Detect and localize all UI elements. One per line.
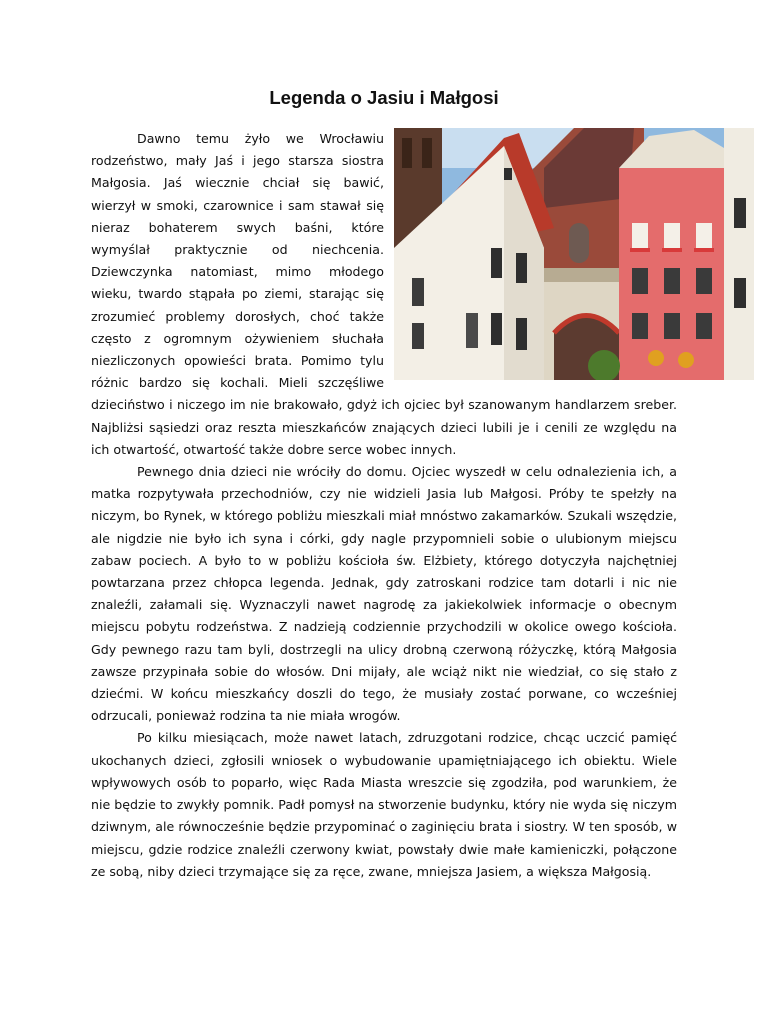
paragraph-1: Dawno temu żyło we Wrocławiu rodzeństwo, mały Jaś i jego starsza siostra Małgosia. Jaś wiecznie chciał się bawić, wierzył w smoki, czarownice i sam stawał się nieraz bohaterem swych baśni, które wymyślał praktycznie od niechcenia. Dziewczynka natomiast, mimo młodego wieku, twardo stąpała po ziemi, starając się zrozumieć problemy dorosłych, choć także często z ogromnym ożywieniem słuchała niezliczonych opowieści brata. Pomimo tylu różnic bardzo się kochali. Mieli szczęśliwe dzieciństwo i niczego im nie brakowało, gdyż ich ojciec był szanowanym handlarzem sreber. Najbliżsi sąsiedzi oraz reszta mieszkańców znających dzieci lubili je i cenili ze względu na ich otwartość, otwartość także dobre serce wobec innych. [91,131,677,457]
photo-of-jas-and-malgosia-houses [394,128,754,380]
paragraph-2: Pewnego dnia dzieci nie wróciły do domu. Ojciec wyszedł w celu odnalezienia ich, a matka rozpytywała przechodniów, czy nie widzieli Jasia lub Małgosi. Próby te spełzły na niczym, bo Rynek, w którego pobliżu mieszkali miał mnóstwo zakamarków. Szukali wszędzie, ale nigdzie nie było ich syna i córki, gdy nagle przypomnieli sobie o ulubionym miejscu zabaw pociech. A było to w pobliżu kościoła św. Elżbiety, którego dotyczyła najchętniej powtarzana przez chłopca legenda. Jednak, gdy zatroskani rodzice tam dotarli i nic nie znaleźli, załamali się. Wyznaczyli nawet nagrodę za jakiekolwiek informacje o obecnym miejscu pobytu rodzeństwa. Z nadzieją codziennie przychodzili w okolice owego kościoła. Gdy pewnego razu tam byli, dostrzegli na ulicy drobną czerwoną różyczkę, którą Małgosia zawsze przypinała sobie do włosów. Dni mijały, ale wciąż nikt nie wiedział, co się stało z dziećmi. W końcu mieszkańcy doszli do tego, że musiały zostać porwane, co wcześniej odrzucali, ponieważ rodzina ta nie miała wrogów. [91,464,677,724]
document-page [91,86,677,883]
paragraph-3: Po kilku miesiącach, może nawet latach, zdruzgotani rodzice, chcąc uczcić pamięć ukochanych dzieci, zgłosili wniosek o wybudowanie upamiętniającego ich obiektu. Wiele wpływowych osób to poparło, więc Rada Miasta wreszcie się zgodziła, pod warunkiem, że nie będzie to zwykły pomnik. Padł pomysł na stworzenie budynku, który nie wyda się niczym dziwnym, ale równocześnie będzie przypominać o zaginięciu brata i siostry. W ten sposób, w miejscu, gdzie rodzice znaleźli czerwony kwiat, powstały dwie małe kamieniczki, połączone ze sobą, niby dzieci trzymające się za ręce, zwane, mniejsza Jasiem, a większa Małgosią. [91,730,677,879]
document-body [91,128,677,883]
page-title: Legenda o Jasiu i Małgosi [269,87,499,108]
houses-photo-icon [394,128,754,380]
